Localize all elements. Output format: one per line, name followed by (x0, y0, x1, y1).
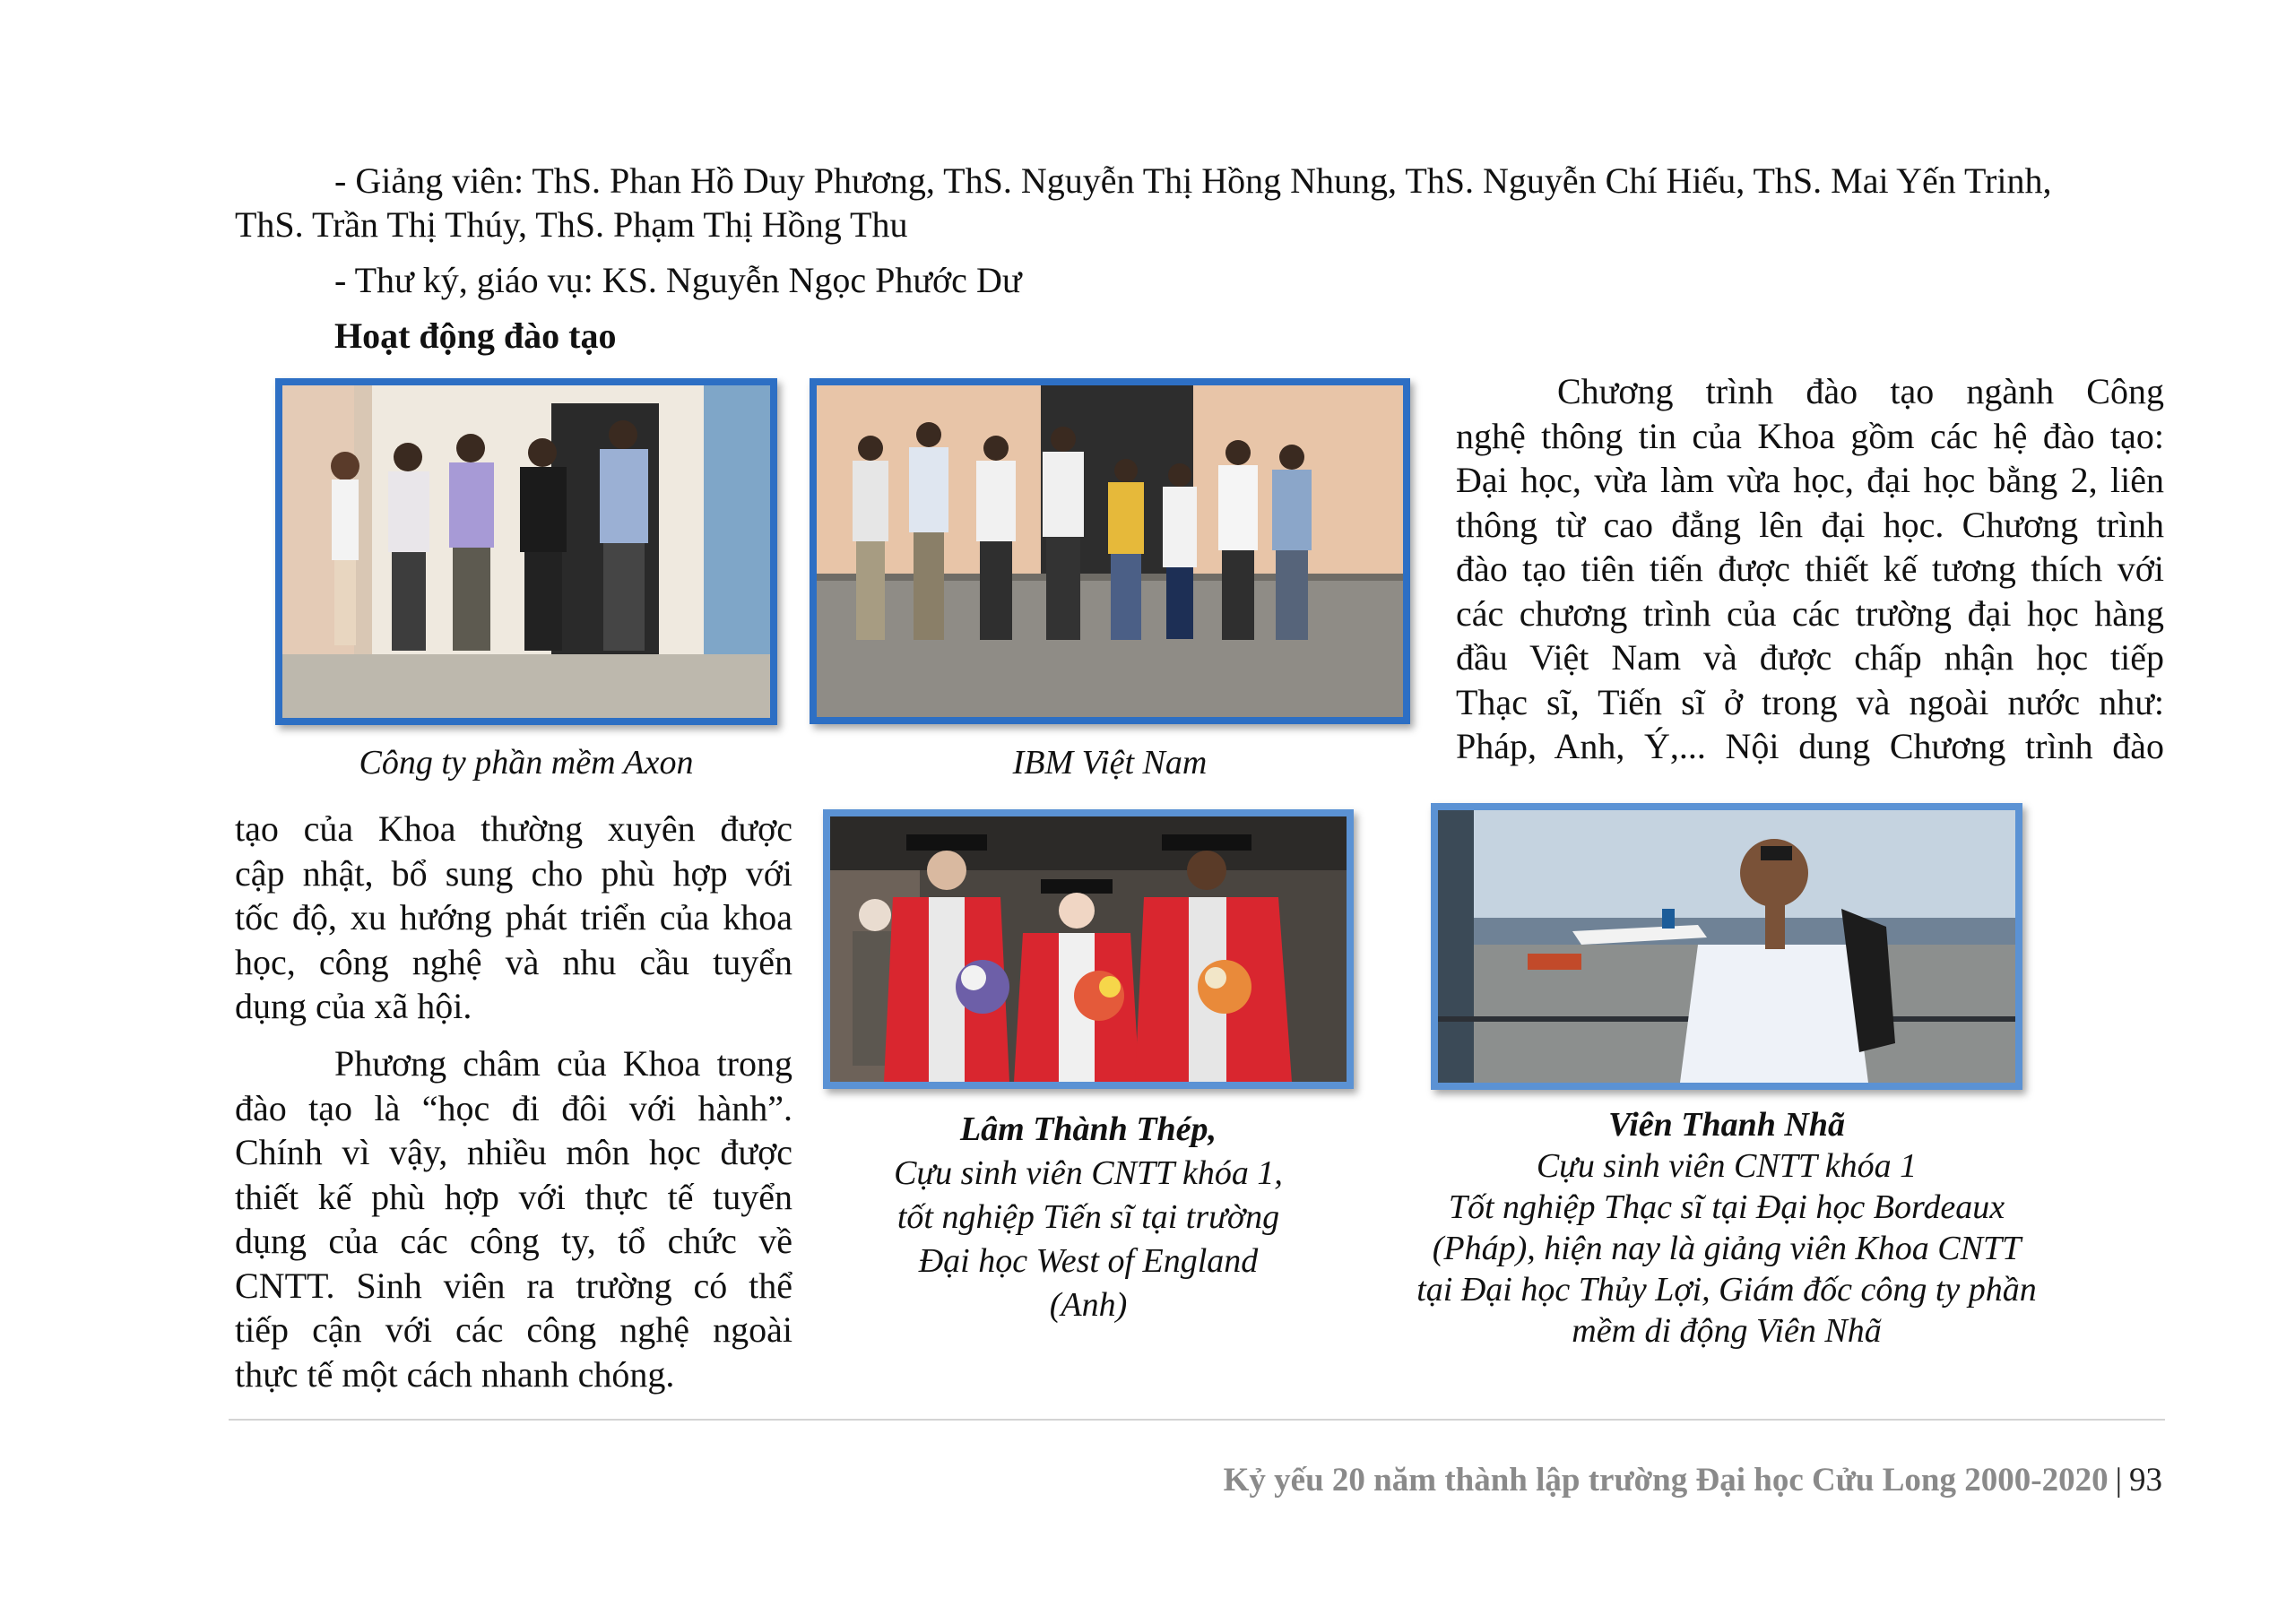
secretary-line: - Thư ký, giáo vụ: KS. Nguyễn Ngọc Phước Dư (334, 260, 1022, 300)
photo-axon-image (282, 385, 770, 718)
page-number: 93 (2129, 1462, 2162, 1499)
section-heading: Hoạt động đào tạo (334, 315, 617, 356)
left-line: học, công nghệ và nhu cầu tuyển (235, 941, 792, 982)
left-line: thiết kế phù hợp với thực tế tuyển (235, 1176, 792, 1217)
left-line: dụng của xã hội. (235, 986, 472, 1026)
right-line: Pháp, Anh, Ý,... Nội dung Chương trình đào (1456, 726, 2164, 766)
photo-graduation-image (830, 816, 1347, 1082)
right-line: nghệ thông tin của Khoa gồm các hệ đào tạo: (1456, 415, 2164, 456)
left-line: Chính vì vậy, nhiều môn học được (235, 1132, 792, 1172)
left-line: dụng của các công ty, tổ chức về (235, 1221, 792, 1261)
caption-lam (823, 1108, 1354, 1327)
caption-vien-line: Tốt nghiệp Thạc sĩ tại Đại học Bordeaux (1448, 1188, 2005, 1226)
caption-axon: Công ty phần mềm Axon (359, 744, 694, 782)
right-line: đào tạo tiên tiến được thiết kế tương thích với (1456, 549, 2164, 589)
caption-vien-line: mềm di động Viên Nhã (1572, 1312, 1882, 1350)
left-line: Phương châm của Khoa trong (334, 1043, 792, 1084)
caption-vien-line: tại Đại học Thủy Lợi, Giám đốc công ty phần (1416, 1271, 2037, 1309)
right-line: Đại học, vừa làm vừa học, đại học bằng 2, liên (1456, 460, 2164, 500)
left-line: tạo của Khoa thường xuyên được (235, 808, 792, 849)
left-column-paragraph-1 (235, 807, 792, 1029)
photo-axon-group (275, 378, 777, 725)
photo-graduation (823, 809, 1354, 1089)
caption-vien-line: (Pháp), hiện nay là giảng viên Khoa CNTT (1432, 1230, 2022, 1267)
caption-ibm: IBM Việt Nam (1012, 744, 1208, 782)
lecturers-line-2: ThS. Trần Thị Thúy, ThS. Phạm Thị Hồng Thu (235, 204, 908, 245)
caption-lam-line: tốt nghiệp Tiến sĩ tại trường (896, 1198, 1280, 1236)
caption-lam-line: Đại học West of England (918, 1242, 1259, 1280)
photo-airport-portrait (1431, 803, 2022, 1090)
right-line: thông từ cao đẳng lên đại học. Chương trình (1456, 504, 2164, 545)
footer-separator: | (2115, 1462, 2122, 1499)
left-line: đào tạo là “học đi đôi với hành”. (235, 1087, 792, 1128)
left-line: cập nhật, bổ sung cho phù hợp với (235, 852, 792, 894)
caption-lam-name: Lâm Thành Thép, (959, 1110, 1217, 1148)
caption-lam-line: Cựu sinh viên CNTT khóa 1, (894, 1154, 1283, 1192)
left-line: CNTT. Sinh viên ra trường có thể (235, 1265, 792, 1306)
caption-vien-line: Cựu sinh viên CNTT khóa 1 (1536, 1147, 1918, 1185)
caption-vien (1399, 1104, 2055, 1352)
footer (1224, 1461, 2162, 1499)
right-line: đầu Việt Nam và được chấp nhận học tiếp (1456, 637, 2164, 678)
left-line: tốc độ, xu hướng phát triển của khoa (235, 897, 792, 937)
lecturers-line-1: - Giảng viên: ThS. Phan Hồ Duy Phương, ThS. Nguyễn Thị Hồng Nhung, ThS. Nguyễn Chí Hiếu, ThS. Mai Yến Trinh, (334, 160, 2052, 201)
footer-rule (229, 1419, 2165, 1421)
right-column-paragraph (1456, 369, 2164, 769)
footer-title: Kỷ yếu 20 năm thành lập trường Đại học Cửu Long 2000-2020 (1223, 1462, 2109, 1499)
left-line: thực tế một cách nhanh chóng. (235, 1353, 675, 1395)
right-line: Chương trình đào tạo ngành Công (1557, 371, 2164, 411)
photo-ibm-group (810, 378, 1410, 724)
left-column-paragraph-2 (235, 1041, 792, 1396)
photo-airport-image (1438, 810, 2015, 1083)
caption-vien-name: Viên Thanh Nhã (1608, 1106, 1845, 1144)
caption-lam-line: (Anh) (1049, 1286, 1128, 1324)
right-line: các chương trình của các trường đại học hàng (1456, 592, 2164, 634)
right-line: Thạc sĩ, Tiến sĩ ở trong và ngoài nước như: (1456, 681, 2164, 722)
left-line: tiếp cận với các công nghệ ngoài (235, 1309, 792, 1350)
photo-ibm-image (817, 385, 1403, 717)
